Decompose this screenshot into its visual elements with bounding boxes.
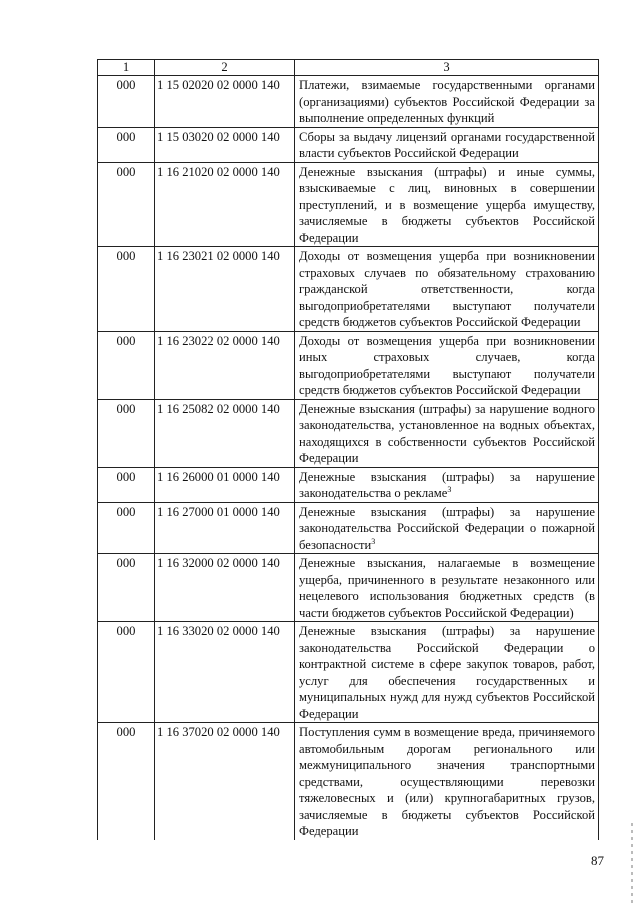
- table-body: [98, 76, 599, 840]
- revenue-name-text: Сборы за выдачу лицензий органами государственной власти субъектов Российской Федерации: [299, 129, 595, 160]
- footnote-marker: 3: [447, 484, 452, 494]
- revenue-name-text: Доходы от возмещения ущерба при возникновении иных страховых случаев, когда выгодоприобретателями выступают получатели средств бюджетов субъектов Российской Федерации: [299, 333, 595, 397]
- footnote-marker: 3: [371, 536, 376, 546]
- revenue-name-text: Денежные взыскания (штрафы) за нарушение законодательства Российской Федерации о контрактной системе в сфере закупок товаров, работ, услуг для обеспечения государственных и муниципальных нужд для нужд субъектов Российской Федерации: [299, 624, 595, 721]
- table-row: [98, 622, 599, 723]
- budget-classification-code-cell: 1 16 33020 02 0000 140: [155, 622, 295, 723]
- table-row: [98, 127, 599, 162]
- table-row: [98, 723, 599, 840]
- budget-classification-code-cell: 1 15 02020 02 0000 140: [155, 76, 295, 128]
- admin-code-cell: 000: [98, 723, 155, 840]
- table-row: [98, 162, 599, 247]
- revenue-codes-table: [97, 59, 599, 840]
- table-row: [98, 467, 599, 502]
- revenue-name-cell: [295, 467, 599, 502]
- budget-classification-code-cell: 1 16 27000 01 0000 140: [155, 502, 295, 554]
- revenue-name-cell: [295, 127, 599, 162]
- revenue-name-cell: [295, 554, 599, 622]
- budget-classification-code-cell: 1 16 21020 02 0000 140: [155, 162, 295, 247]
- admin-code-cell: 000: [98, 554, 155, 622]
- admin-code-cell: 000: [98, 247, 155, 332]
- header-row: [98, 60, 599, 76]
- table-row: [98, 76, 599, 128]
- admin-code-cell: 000: [98, 127, 155, 162]
- revenue-name-text: Поступления сумм в возмещение вреда, причиняемого автомобильным дорогам регионального или межмуниципального значения транспортными средствами, осуществляющими перевозки тяжеловесных и (или) крупногабаритных грузов, зачисляемые в бюджеты субъектов Российской Федерации: [299, 725, 595, 838]
- revenue-name-cell: [295, 399, 599, 467]
- revenue-name-text: Денежные взыскания (штрафы) за нарушение законодательства о рекламе: [299, 469, 595, 500]
- page-number: 87: [591, 853, 604, 868]
- budget-classification-code-cell: 1 16 37020 02 0000 140: [155, 723, 295, 840]
- revenue-name-cell: [295, 162, 599, 247]
- table-row: [98, 554, 599, 622]
- column-header-name: 3: [295, 60, 599, 76]
- margin-scan-mark: [631, 823, 633, 903]
- admin-code-cell: 000: [98, 162, 155, 247]
- admin-code-cell: 000: [98, 467, 155, 502]
- revenue-name-cell: [295, 247, 599, 332]
- admin-code-cell: 000: [98, 399, 155, 467]
- budget-classification-code-cell: 1 15 03020 02 0000 140: [155, 127, 295, 162]
- admin-code-cell: 000: [98, 502, 155, 554]
- table-row: [98, 502, 599, 554]
- table-header: [98, 60, 599, 76]
- budget-classification-code-cell: 1 16 23021 02 0000 140: [155, 247, 295, 332]
- revenue-name-text: Доходы от возмещения ущерба при возникновении страховых случаев по обязательному страхованию гражданской ответственности, когда выгодоприобретателями выступают получатели средств бюджетов субъектов Российской Федерации: [299, 249, 595, 329]
- admin-code-cell: 000: [98, 76, 155, 128]
- revenue-name-cell: [295, 331, 599, 399]
- revenue-name-text: Денежные взыскания (штрафы) за нарушение законодательства Российской Федерации о пожарной безопасности: [299, 504, 595, 552]
- table-row: [98, 399, 599, 467]
- column-header-admin: 1: [98, 60, 155, 76]
- revenue-name-text: Денежные взыскания (штрафы) и иные суммы, взыскиваемые с лиц, виновных в совершении преступлений, и в возмещение ущерба имуществу, зачисляемые в бюджеты субъектов Российской Федерации: [299, 164, 595, 245]
- revenue-name-cell: [295, 76, 599, 128]
- revenue-name-text: Денежные взыскания (штрафы) за нарушение водного законодательства, установленное на водных объектах, находящихся в собственности субъектов Российской Федерации: [299, 401, 595, 465]
- revenue-name-cell: [295, 622, 599, 723]
- revenue-name-text: Платежи, взимаемые государственными органами (организациями) субъектов Российской Федерации за выполнение определенных функций: [299, 78, 595, 125]
- admin-code-cell: 000: [98, 622, 155, 723]
- table-row: [98, 247, 599, 332]
- table-row: [98, 331, 599, 399]
- budget-classification-code-cell: 1 16 25082 02 0000 140: [155, 399, 295, 467]
- admin-code-cell: 000: [98, 331, 155, 399]
- budget-classification-code-cell: 1 16 23022 02 0000 140: [155, 331, 295, 399]
- revenue-name-cell: [295, 723, 599, 840]
- revenue-name-text: Денежные взыскания, налагаемые в возмещение ущерба, причиненного в результате незаконного или нецелевого использования бюджетных средств (в части бюджетов субъектов Российской Федерации): [299, 556, 595, 620]
- revenue-name-cell: [295, 502, 599, 554]
- budget-classification-code-cell: 1 16 32000 02 0000 140: [155, 554, 295, 622]
- budget-classification-code-cell: 1 16 26000 01 0000 140: [155, 467, 295, 502]
- column-header-code: 2: [155, 60, 295, 76]
